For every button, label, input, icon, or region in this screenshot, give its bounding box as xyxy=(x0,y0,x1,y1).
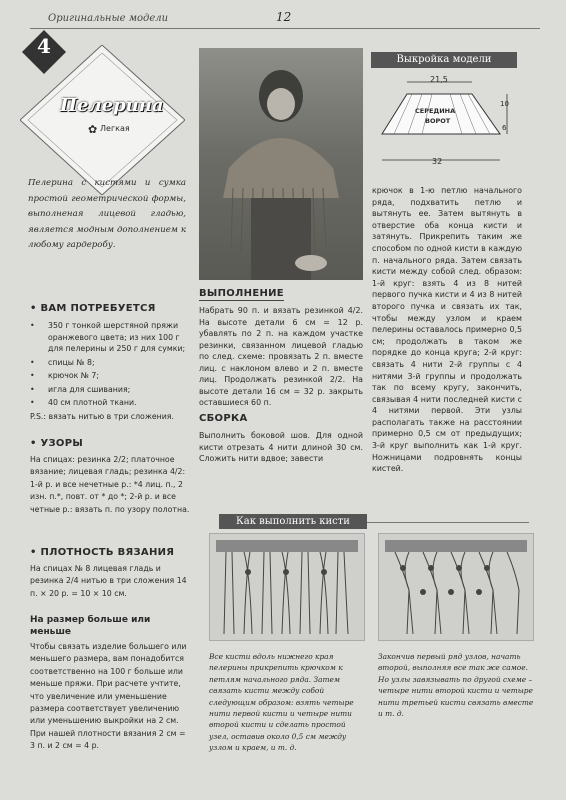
assembly-heading: СБОРКА xyxy=(199,413,248,424)
pattern-label-collar: ВОРОТ xyxy=(425,117,451,125)
size-text: Чтобы связать изделие большего или меньшего размера, вам понадобится соответственно на 100 г больше или меньше пряжи. При расчете учтите, что увеличение или уменьшение размера соответствует увеличению или уменьшению выкройки на 2 см. При нашей плотности вязания 2 см = 3 п. и 2 см = 4 р. xyxy=(30,642,187,751)
list-item: • 350 г тонкой шерстяной пряжи оранжевого цвета; из них 100 г для пелерины и 250 г для сумки; xyxy=(30,321,186,353)
patterns-text: На спицах: резинка 2/2; платочное вязание; лицевая гладь; резинка 4/2: 1-й р. и все нечетные р.: *4 лиц. п., 2 изн. п.*, повт. от * до *; 2-й р. и все четные р.: вязать п. по узору полотна. xyxy=(30,455,190,514)
pattern-title: Выкройка модели xyxy=(396,54,492,65)
model-photo-illustration xyxy=(199,48,363,280)
pattern-top-width: 21,5 xyxy=(430,75,448,84)
list-item: • спицы № 8; xyxy=(30,357,95,367)
needs-item-hook: крючок № 7; xyxy=(48,371,99,380)
density-heading: • ПЛОТНОСТЬ ВЯЗАНИЯ xyxy=(30,547,175,558)
section-title: Оригинальные модели xyxy=(48,13,169,24)
howto-illustration-2 xyxy=(378,533,534,641)
patterns-heading: • УЗОРЫ xyxy=(30,438,83,449)
needs-ps: P.S.: вязать нитью в три сложения. xyxy=(30,411,174,421)
howto-title: Как выполнить кисти xyxy=(236,516,350,527)
density-text: На спицах № 8 лицевая гладь и резинка 2/4 нитью в три сложения 14 п. × 20 р. = 10 × 10 см. xyxy=(30,564,187,598)
chapter-number: 4 xyxy=(37,34,51,58)
needs-item-needle: игла для сшивания; xyxy=(48,384,131,394)
list-item: • 40 см плотной ткани. xyxy=(30,398,137,407)
continuation-text: крючок в 1-ю петлю начального ряда, подхватить петлю и вытянуть ее. Затем вытянуть в отверстие оба конца кисти и затянуть. Прикрепить таким же способом по одной кисти в каждую п. начального ряда. Затем связать кисти между собой след. образом: 1-й круг: взять 4 из 8 нитей первого пучка кисти и 4 из 8 нитей второго пучка и связать их так, чтобы между узлом и краем пелерины оставалось примерно 0,5 см; продолжать в таком же порядке до конца круга; 2-й круг: связать 4 нити 2-й группы с 4 нитями 3-й группы и продолжать так по всему кругу, закончить, связывая 4 нити последней кисти с 4 нитями первой. Эти узлы располагать также на расстоянии примерно 0,5 см от предыдущих; 3-й круг выполнить как 1-й круг. Ножницами подровнять концы кистей. xyxy=(372,186,522,474)
assembly-text: Выполнить боковой шов. Для одной кисти отрезать 4 нити длиной 30 см. Сложить нити вдвое; завести xyxy=(199,431,363,463)
pattern-label-center: СЕРЕДИНА xyxy=(415,107,456,115)
difficulty-label: Легкая xyxy=(100,124,130,133)
pattern-height-top: 10 xyxy=(500,100,509,108)
page-number: 12 xyxy=(276,10,292,24)
needs-item-needles: спицы № 8; xyxy=(48,357,95,367)
howto-rule xyxy=(367,522,529,523)
model-photo xyxy=(199,48,363,280)
list-item: • игла для сшивания; xyxy=(30,384,131,394)
page-title: Пелерина xyxy=(60,95,164,116)
tassel-diagram-2 xyxy=(379,534,533,640)
pattern-height-bottom: 6 xyxy=(502,124,507,132)
pattern-bottom-width: 32 xyxy=(432,157,443,166)
list-item: • крючок № 7; xyxy=(30,371,99,380)
size-heading: На размер больше или меньше xyxy=(30,615,151,637)
difficulty-icon: ✿ xyxy=(88,123,98,136)
howto-illustration-1 xyxy=(209,533,365,641)
execution-text: Набрать 90 п. и вязать резинкой 4/2. На высоте детали 6 см = 12 р. убавлять по 2 п. на каждом участке резинки, связанном лицевой гладью по след. схеме: провязать 2 п. вместе лиц. с наклоном влево и 2 п. вместе лиц. Продолжать резинкой 2/2. На высоте детали 16 см = 32 р. закрыть оставшиеся 60 п. xyxy=(199,306,363,407)
howto-caption-2: Закончив первый ряд узлов, начать второй, выполняя все так же самое. Но узлы завязывать по другой схеме – четыре нити второй кисти и четыре нити третьей кисти связать вместе и т. д. xyxy=(378,652,534,719)
execution-heading: ВЫПОЛНЕНИЕ xyxy=(199,288,284,299)
header-rule xyxy=(30,28,540,29)
needs-list xyxy=(30,320,190,422)
needs-item-yarn: 350 г тонкой шерстяной пряжи оранжевого цвета; из них 100 г для пелерины и 250 г для сумки; xyxy=(48,321,186,353)
needs-item-fabric: 40 см плотной ткани. xyxy=(48,398,137,407)
howto-caption-1: Все кисти вдоль нижнего края пелерины прикрепить крючком к петлям начального ряда. Затем связать кисти между собой следующим образом: взять четыре нити первой кисти и четыре нити второй кисти и сделать простой узел, оставив около 0,5 см между узлом и краем, и т. д. xyxy=(209,652,354,753)
needs-heading: • ВАМ ПОТРЕБУЕТСЯ xyxy=(30,303,156,314)
tassel-diagram-1 xyxy=(210,534,364,640)
intro-text: Пелерина с кистями и сумка простой геометрической формы, выполненая лицевой гладью, является модным дополнением к любому гардеробу. xyxy=(28,178,186,251)
